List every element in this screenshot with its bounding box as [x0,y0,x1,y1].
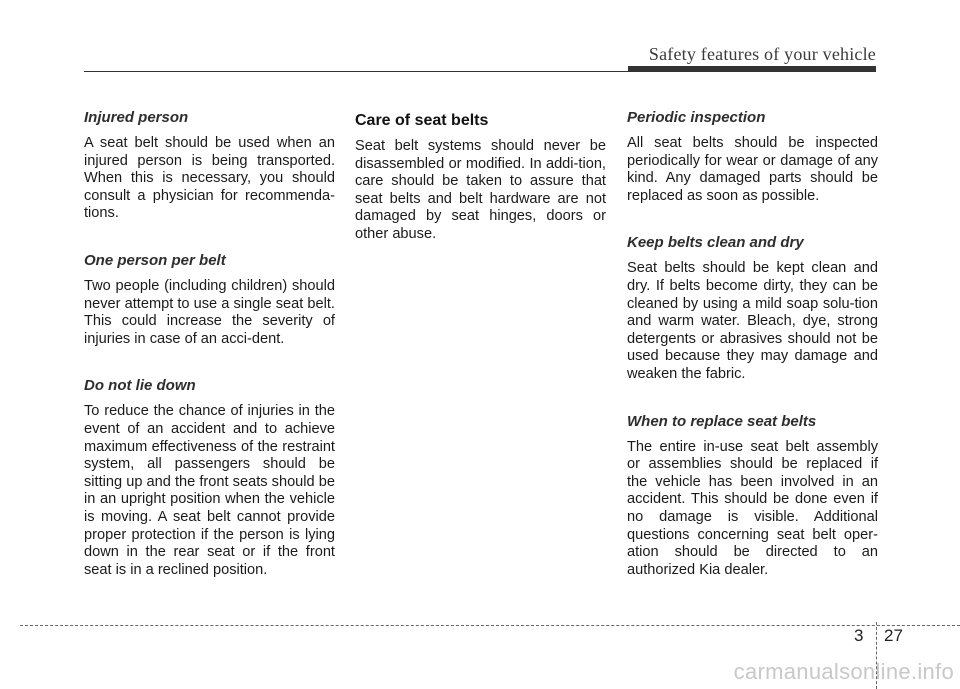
section-heading-do-not-lie-down: Do not lie down [84,377,196,395]
section-heading-injured-person: Injured person [84,109,189,126]
section-text-keep-belts-clean: Seat belts should be kept clean and dry. If belts become dirty, they can be cleaned by using a mild soap solu-tion and warm water. Bleach, dye, strong detergents or abrasives should not be used because they may damage and weaken the fabric. [627,260,878,382]
left-column [84,108,335,607]
section-text-injured-person: A seat belt should be used when an injured person is being transported. When this is necessary, you should consult a physician for recommenda-tions. [84,135,335,222]
section-text-one-person-per-belt: Two people (including children) should never attempt to use a single seat belt. This could increase the severity of injuries in case of an acci-dent. [84,277,335,347]
page-number: 27 [884,626,903,645]
header-rule-accent [628,66,876,72]
section-text-when-to-replace: The entire in-use seat belt assembly or assemblies should be replaced if the vehicle has been involved in an accident. This should be done even if no damage is visible. Additional questions concerning seat belt oper-ation should be directed to an authorized Kia dealer. [627,438,878,578]
section-heading-periodic-inspection: Periodic inspection [627,109,766,126]
section-text-care-of-seat-belts: Seat belt systems should never be disassembled or modified. In addi-tion, care should be taken to assure that seat belts and belt hardware are not damaged by seat hinges, doors or other abuse. [355,138,606,242]
section-heading-keep-belts-clean: Keep belts clean and dry [627,234,804,252]
section-heading-one-person-per-belt: One person per belt [84,251,226,269]
section-text-periodic-inspection: All seat belts should be inspected periodically for wear or damage of any kind. Any damaged parts should be replaced as soon as possible. [627,135,878,204]
header-title: Safety features of your vehicle [648,44,876,64]
section-text-do-not-lie-down: To reduce the chance of injuries in the event of an accident and to achieve maximum effectiveness of the restraint system, all passengers should be sitting up and the front seats should be in an upright position when the vehicle is moving. A seat belt cannot provide proper protection if the person is lying down in the rear seat or if the front seat is in a reclined position. [84,403,335,578]
footer-rule [20,625,960,626]
middle-column [355,108,606,272]
right-column [627,108,878,607]
section-heading-care-of-seat-belts: Care of seat belts [355,112,489,129]
watermark: carmanualsonline.info [733,659,954,684]
section-heading-when-to-replace: When to replace seat belts [627,412,817,430]
chapter-number: 3 [854,626,864,645]
